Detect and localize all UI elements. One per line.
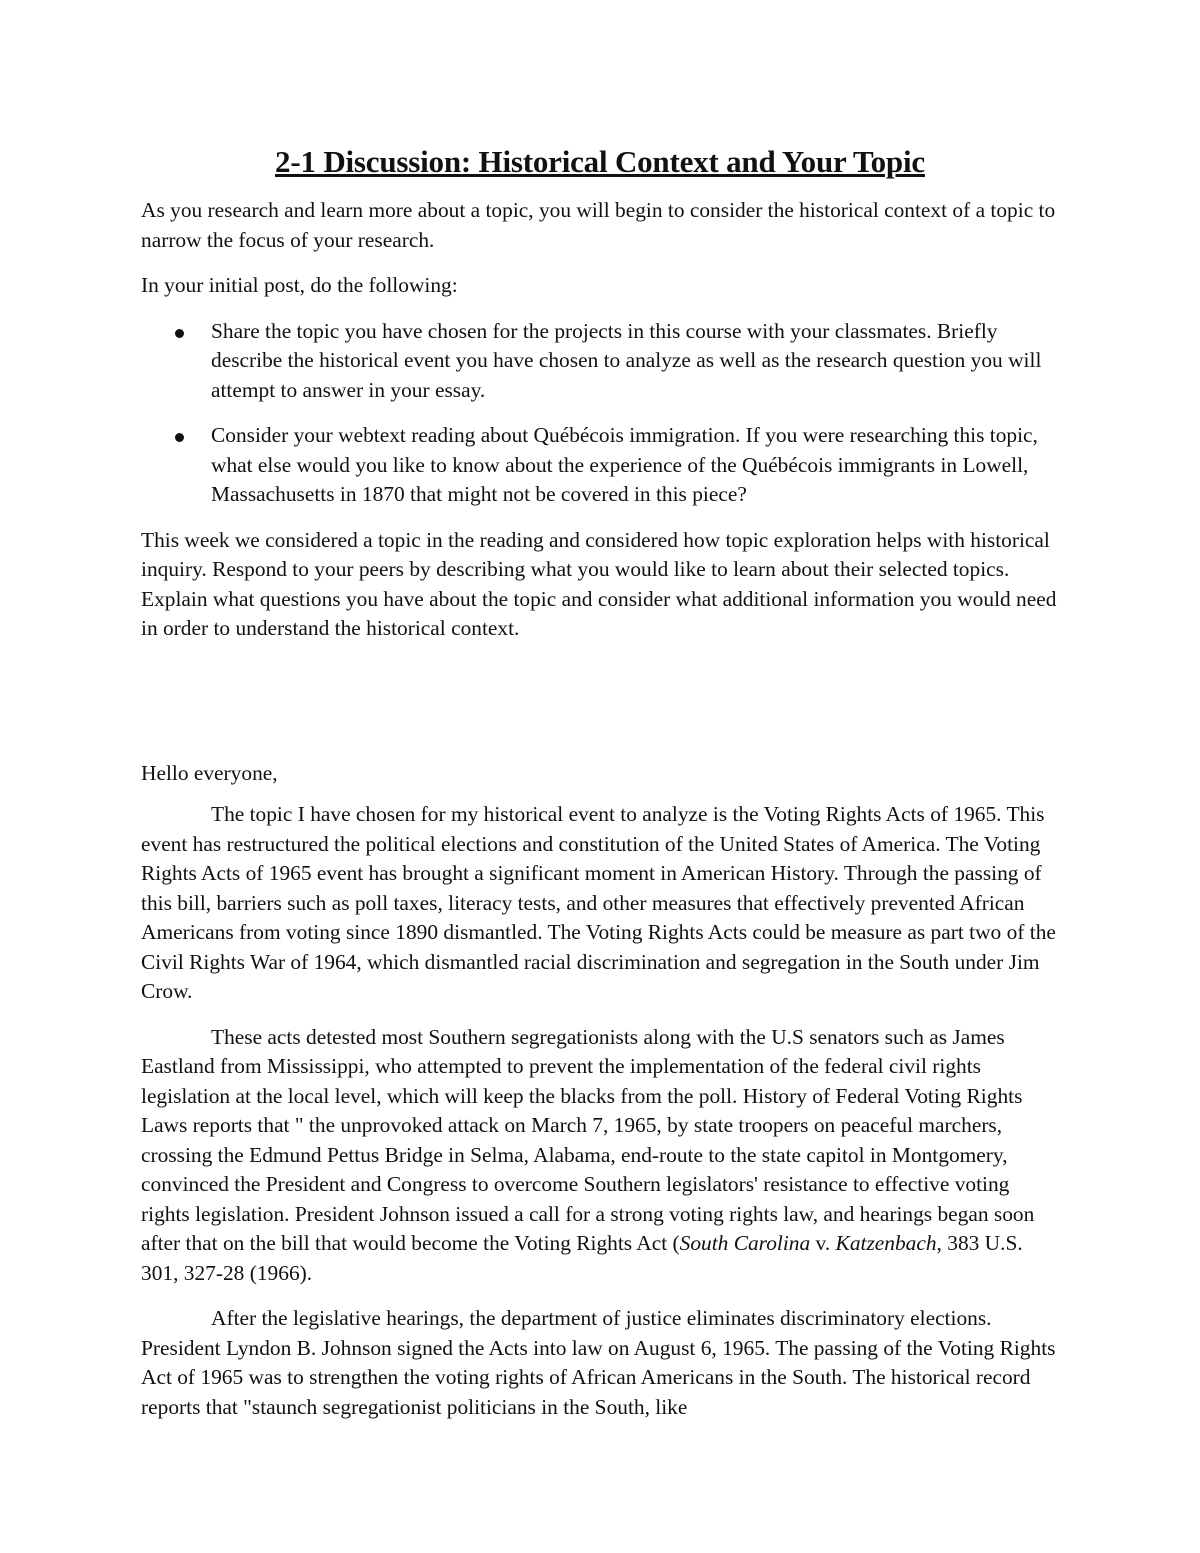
initial-post-prompt: In your initial post, do the following: <box>141 273 458 297</box>
post-paragraph-3: After the legislative hearings, the department of justice eliminates discriminatory elections. President Lyndon B. Johnson signed the Acts into law on August 6, 1965. The passing of the Voting Rights Act of 1965 was to strengthen the voting rights of African Americans in the South. The historical record reports that "staunch segregationist politicians in the South, like <box>141 1306 1056 1419</box>
intro-paragraph: As you research and learn more about a topic, you will begin to consider the historical context of a topic to narrow the focus of your research. <box>141 198 1056 252</box>
case-versus: v. <box>810 1231 836 1255</box>
page-title: 2-1 Discussion: Historical Context and Your Topic <box>275 144 925 179</box>
post-paragraph-1: The topic I have chosen for my historical event to analyze is the Voting Rights Acts of 1965. This event has restructured the political elections and constitution of the United States of America. The Voting Rights Acts of 1965 event has brought a significant moment in American History. Through the passing of this bill, barriers such as poll taxes, literacy tests, and other measures that effectively prevented African Americans from voting since 1890 dismantled. The Voting Rights Acts could be measure as part two of the Civil Rights War of 1964, which dismantled racial discrimination and segregation in the South under Jim Crow. <box>141 802 1056 1003</box>
post-greeting: Hello everyone, <box>141 760 278 785</box>
paragraph-2-text: These acts detested most Southern segregationists along with the U.S senators such as James Eastland from Mississippi, who attempted to prevent the implementation of the federal civil rights legislation at the local level, which will keep the blacks from the poll. History of Federal Voting Rights Laws reports that " the unprovoked attack on March 7, 1965, by state troopers on peaceful marchers, crossing the Edmund Pettus Bridge in Selma, Alabama, end-route to the state capitol in Montgomery, convinced the President and Congress to overcome Southern legislators' resistance to effective voting rights legislation. President Johnson issued a call for a strong voting rights law, and hearings began soon after that on the bill that would become the Voting Rights Act ( <box>141 1024 1035 1255</box>
document-page <box>141 140 1059 1438</box>
post-paragraph-2 <box>141 1023 1059 1289</box>
task-text: Share the topic you have chosen for the projects in this course with your classmates. Briefly describe the historical event you have chosen to analyze as well as the research question you will attempt to answer in your essay. <box>211 318 1042 402</box>
task-text: Consider your webtext reading about Québécois immigration. If you were researching this topic, what else would you like to know about the experience of the Québécois immigrants in Lowell, Massachusetts in 1870 that might not be covered in this piece? <box>211 423 1038 506</box>
bullet-icon <box>175 433 184 442</box>
bullet-icon <box>175 329 184 338</box>
task-list <box>141 317 1059 510</box>
case-defendant: Katzenbach <box>835 1231 937 1255</box>
case-plaintiff: South Carolina <box>679 1231 811 1255</box>
response-instructions: This week we considered a topic in the reading and considered how topic exploration helps with historical inquiry. Respond to your peers by describing what you would like to learn about their selected topics. Explain what questions you have about the topic and consider what additional information you would need in order to understand the historical context. <box>141 527 1057 640</box>
task-item <box>141 421 1059 510</box>
case-citation: , 383 U.S. 301, 327-28 (1966). <box>141 1231 1023 1285</box>
task-item <box>141 317 1059 406</box>
